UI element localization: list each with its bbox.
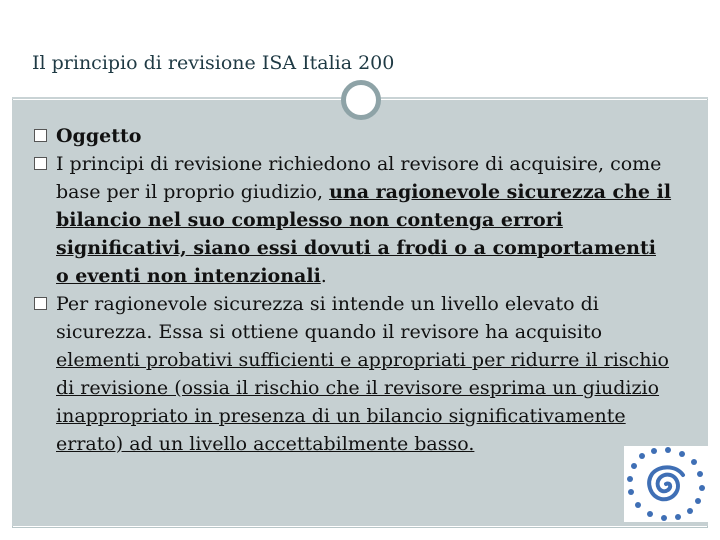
bullet-paragraph-2 bbox=[34, 290, 674, 458]
square-bullet-icon bbox=[34, 297, 47, 310]
para1-end: . bbox=[320, 265, 327, 287]
slide-body bbox=[34, 122, 674, 458]
slide-title: Il principio di revisione ISA Italia 200 bbox=[32, 52, 395, 74]
heading-text: Oggetto bbox=[56, 125, 142, 147]
para2-emphasis: elementi probativi sufficienti e appropriati per ridurre il rischio di revisione (ossia il rischio che il revisore esprima un giudizio inappropriato in presenza di un bilancio significativamente errato) ad un livello accettabilmente basso. bbox=[56, 349, 669, 455]
bullet-paragraph-1 bbox=[34, 150, 674, 290]
square-bullet-icon bbox=[34, 129, 47, 142]
bullet-heading bbox=[34, 122, 674, 150]
para2-intro: Per ragionevole sicurezza si intende un livello elevato di sicurezza. Essa si ottiene quando il revisore ha acquisito bbox=[56, 293, 603, 343]
circle-ornament-icon bbox=[341, 80, 381, 120]
para1-intro: I principi di revisione richiedono al revisore di acquisire, come base per il proprio giudizio, bbox=[56, 153, 662, 203]
spiral-logo-icon bbox=[624, 446, 708, 522]
square-bullet-icon bbox=[34, 157, 47, 170]
para1-emphasis: una ragionevole sicurezza che il bilancio nel suo complesso non contenga errori significativi, siano essi dovuti a frodi o a comportamenti o eventi non intenzionali bbox=[56, 181, 672, 287]
